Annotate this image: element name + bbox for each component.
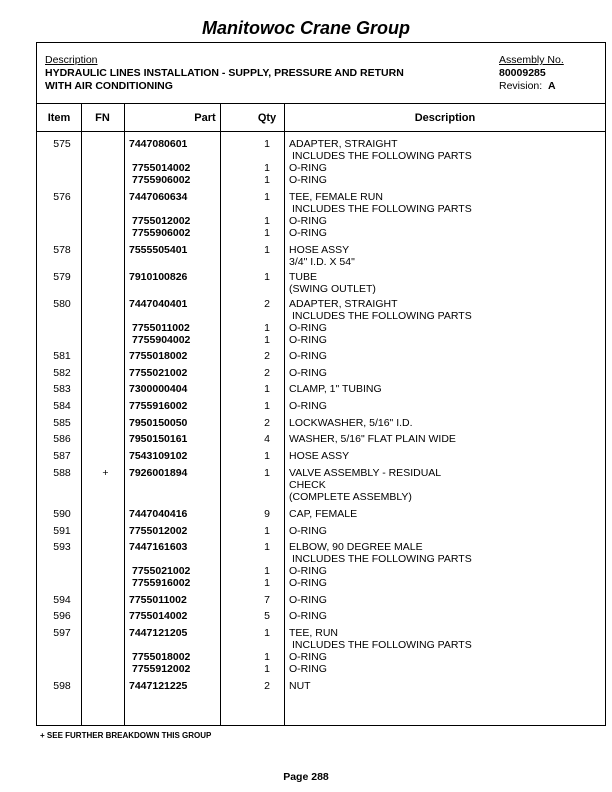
description-cell: O-RING xyxy=(289,525,327,537)
qty-cell: 1 xyxy=(264,565,270,577)
description-cell: INCLUDES THE FOLLOWING PARTS xyxy=(292,310,472,322)
qty-cell: 1 xyxy=(264,271,270,283)
qty-cell: 1 xyxy=(264,450,270,462)
qty-cell: 1 xyxy=(264,138,270,150)
item-cell: 597 xyxy=(53,627,71,639)
description-cell: (SWING OUTLET) xyxy=(289,283,376,295)
fn-cell: + xyxy=(102,467,109,479)
description-cell: O-RING xyxy=(289,610,327,622)
qty-cell: 1 xyxy=(264,651,270,663)
table-row xyxy=(37,244,605,256)
part-number-cell: 7300000404 xyxy=(129,383,188,395)
part-number-cell: 7755011002 xyxy=(129,594,187,606)
table-row xyxy=(37,479,605,491)
description-cell: CHECK xyxy=(289,479,326,491)
description-cell: ADAPTER, STRAIGHT xyxy=(289,298,398,310)
revision-label: Revision: xyxy=(499,80,543,92)
description-cell: ELBOW, 90 DEGREE MALE xyxy=(289,541,423,553)
part-number-cell: 7755904002 xyxy=(132,334,191,346)
item-cell: 591 xyxy=(53,525,71,537)
qty-cell: 2 xyxy=(264,298,270,310)
part-number-cell: 7447121225 xyxy=(129,680,188,692)
part-number-cell: 7755912002 xyxy=(132,663,191,675)
item-cell: 598 xyxy=(53,680,71,692)
part-number-cell: 7950150161 xyxy=(129,433,188,445)
part-number-cell: 7950150050 xyxy=(129,417,188,429)
qty-cell: 4 xyxy=(264,433,270,445)
qty-cell: 1 xyxy=(264,334,270,346)
qty-cell: 1 xyxy=(264,174,270,186)
qty-cell: 1 xyxy=(264,322,270,334)
item-cell: 596 xyxy=(53,610,71,622)
description-cell: 3/4" I.D. X 54" xyxy=(289,256,355,268)
description-cell: O-RING xyxy=(289,565,327,577)
assembly-label: Assembly No. xyxy=(499,54,564,66)
description-cell: CAP, FEMALE xyxy=(289,508,358,520)
description-cell: O-RING xyxy=(289,162,327,174)
table-row xyxy=(37,383,605,395)
qty-cell: 1 xyxy=(264,663,270,675)
description-cell: TEE, FEMALE RUN xyxy=(289,191,383,203)
item-cell: 588 xyxy=(53,467,71,479)
table-row xyxy=(37,203,605,215)
part-number-cell: 7910100826 xyxy=(129,271,188,283)
description-cell: TUBE xyxy=(289,271,318,283)
description-cell: ADAPTER, STRAIGHT xyxy=(289,138,398,150)
part-number-cell: 7755906002 xyxy=(132,227,191,239)
qty-cell: 1 xyxy=(264,577,270,589)
item-cell: 583 xyxy=(53,383,71,395)
description-cell: LOCKWASHER, 5/16" I.D. xyxy=(289,417,413,429)
table-row xyxy=(37,400,605,412)
item-cell: 586 xyxy=(53,433,71,445)
qty-cell: 1 xyxy=(264,215,270,227)
item-cell: 581 xyxy=(53,350,71,362)
table-row xyxy=(37,541,605,553)
qty-cell: 1 xyxy=(264,227,270,239)
qty-cell: 7 xyxy=(264,594,270,606)
part-number-cell: 7755014002 xyxy=(129,610,188,622)
table-row xyxy=(37,508,605,520)
table-row xyxy=(37,525,605,537)
qty-cell: 1 xyxy=(264,525,270,537)
part-number-cell: 7755012002 xyxy=(132,215,191,227)
qty-cell: 2 xyxy=(264,350,270,362)
part-number-cell: 7755021002 xyxy=(129,367,188,379)
item-cell: 587 xyxy=(53,450,71,462)
part-number-cell: 7755018002 xyxy=(129,350,188,362)
assembly-block xyxy=(499,54,564,93)
table-row xyxy=(37,367,605,379)
item-cell: 593 xyxy=(53,541,71,553)
table-row xyxy=(37,680,605,692)
table-row xyxy=(37,191,605,203)
item-cell: 579 xyxy=(53,271,71,283)
table-row xyxy=(37,215,605,227)
part-number-cell: 7755014002 xyxy=(132,162,191,174)
table-row xyxy=(37,565,605,577)
item-cell: 578 xyxy=(53,244,71,256)
description-cell: O-RING xyxy=(289,227,327,239)
qty-cell: 1 xyxy=(264,400,270,412)
part-number-cell: 7447161603 xyxy=(129,541,188,553)
item-cell: 576 xyxy=(53,191,71,203)
description-line-1: HYDRAULIC LINES INSTALLATION - SUPPLY, PRESSURE AND RETURN xyxy=(45,67,404,79)
part-number-cell: 7926001894 xyxy=(129,467,188,479)
table-row xyxy=(37,663,605,675)
assembly-header xyxy=(37,43,605,104)
description-cell: O-RING xyxy=(289,350,327,362)
description-cell: INCLUDES THE FOLLOWING PARTS xyxy=(292,203,472,215)
table-row xyxy=(37,467,605,479)
description-cell: CLAMP, 1" TUBING xyxy=(289,383,382,395)
column-headers xyxy=(37,104,605,132)
description-cell: TEE, RUN xyxy=(289,627,339,639)
part-number-cell: 7755012002 xyxy=(129,525,188,537)
qty-cell: 1 xyxy=(264,191,270,203)
part-number-cell: 7447080601 xyxy=(129,138,188,150)
table-row xyxy=(37,150,605,162)
item-cell: 590 xyxy=(53,508,71,520)
qty-cell: 1 xyxy=(264,627,270,639)
description-cell: O-RING xyxy=(289,663,327,675)
description-cell: O-RING xyxy=(289,334,327,346)
description-cell: HOSE ASSY xyxy=(289,450,350,462)
qty-cell: 1 xyxy=(264,244,270,256)
table-row xyxy=(37,577,605,589)
description-cell: INCLUDES THE FOLLOWING PARTS xyxy=(292,639,472,651)
description-line-2: WITH AIR CONDITIONING xyxy=(45,80,173,92)
page-title: Manitowoc Crane Group xyxy=(201,18,410,38)
description-block xyxy=(45,54,404,93)
col-header-fn: FN xyxy=(95,112,110,124)
parts-table-frame xyxy=(36,42,606,726)
part-number-cell: 7755906002 xyxy=(132,174,191,186)
description-cell: O-RING xyxy=(289,215,327,227)
description-cell: O-RING xyxy=(289,577,327,589)
table-row xyxy=(37,227,605,239)
description-cell: O-RING xyxy=(289,400,327,412)
table-row xyxy=(37,174,605,186)
page-number: Page 288 xyxy=(283,771,329,783)
description-cell: INCLUDES THE FOLLOWING PARTS xyxy=(292,553,472,565)
description-cell: (COMPLETE ASSEMBLY) xyxy=(289,491,412,503)
part-number-cell: 7543109102 xyxy=(129,450,188,462)
table-row xyxy=(37,417,605,429)
table-row xyxy=(37,610,605,622)
item-cell: 575 xyxy=(53,138,71,150)
table-row xyxy=(37,334,605,346)
description-cell: O-RING xyxy=(289,174,327,186)
qty-cell: 2 xyxy=(264,367,270,379)
table-row xyxy=(37,322,605,334)
qty-cell: 2 xyxy=(264,417,270,429)
table-row xyxy=(37,162,605,174)
item-cell: 580 xyxy=(53,298,71,310)
table-row xyxy=(37,491,605,503)
part-number-cell: 7447040416 xyxy=(129,508,188,520)
col-header-item: Item xyxy=(47,112,71,124)
part-number-cell: 7755021002 xyxy=(132,565,191,577)
description-cell: O-RING xyxy=(289,367,327,379)
table-row xyxy=(37,553,605,565)
qty-cell: 1 xyxy=(264,541,270,553)
table-row xyxy=(37,450,605,462)
description-cell: WASHER, 5/16" FLAT PLAIN WIDE xyxy=(289,433,456,445)
part-number-cell: 7447121205 xyxy=(129,627,188,639)
table-row xyxy=(37,433,605,445)
col-header-part: Part xyxy=(194,112,216,124)
table-row xyxy=(37,271,605,283)
part-number-cell: 7447060634 xyxy=(129,191,188,203)
qty-cell: 5 xyxy=(264,610,270,622)
table-row xyxy=(37,651,605,663)
table-row xyxy=(37,256,605,268)
table-row xyxy=(37,138,605,150)
qty-cell: 1 xyxy=(264,162,270,174)
part-number-cell: 7755018002 xyxy=(132,651,191,663)
table-row xyxy=(37,350,605,362)
table-row xyxy=(37,283,605,295)
description-cell: O-RING xyxy=(289,594,327,606)
table-row xyxy=(37,639,605,651)
part-number-cell: 7755916002 xyxy=(132,577,191,589)
item-cell: 594 xyxy=(53,594,71,606)
item-cell: 582 xyxy=(53,367,71,379)
qty-cell: 1 xyxy=(264,467,270,479)
item-cell: 585 xyxy=(53,417,71,429)
table-row xyxy=(37,310,605,322)
qty-cell: 9 xyxy=(264,508,270,520)
part-number-cell: 7755011002 xyxy=(132,322,190,334)
table-row xyxy=(37,594,605,606)
description-label: Description xyxy=(45,54,98,66)
table-row xyxy=(37,627,605,639)
table-row xyxy=(37,298,605,310)
assembly-number: 80009285 xyxy=(499,67,546,79)
footnote: + SEE FURTHER BREAKDOWN THIS GROUP xyxy=(40,731,212,740)
description-cell: O-RING xyxy=(289,651,327,663)
revision-value: A xyxy=(548,80,556,92)
description-cell: HOSE ASSY xyxy=(289,244,350,256)
revision-line xyxy=(499,80,564,93)
part-number-cell: 7755916002 xyxy=(129,400,188,412)
description-cell: NUT xyxy=(289,680,311,692)
qty-cell: 2 xyxy=(264,680,270,692)
description-cell: VALVE ASSEMBLY - RESIDUAL xyxy=(289,467,442,479)
col-header-qty: Qty xyxy=(257,112,277,124)
qty-cell: 1 xyxy=(264,383,270,395)
col-header-description: Description xyxy=(414,112,476,124)
description-cell: O-RING xyxy=(289,322,327,334)
description-cell: INCLUDES THE FOLLOWING PARTS xyxy=(292,150,472,162)
part-number-cell: 7447040401 xyxy=(129,298,188,310)
part-number-cell: 7555505401 xyxy=(129,244,188,256)
item-cell: 584 xyxy=(53,400,71,412)
